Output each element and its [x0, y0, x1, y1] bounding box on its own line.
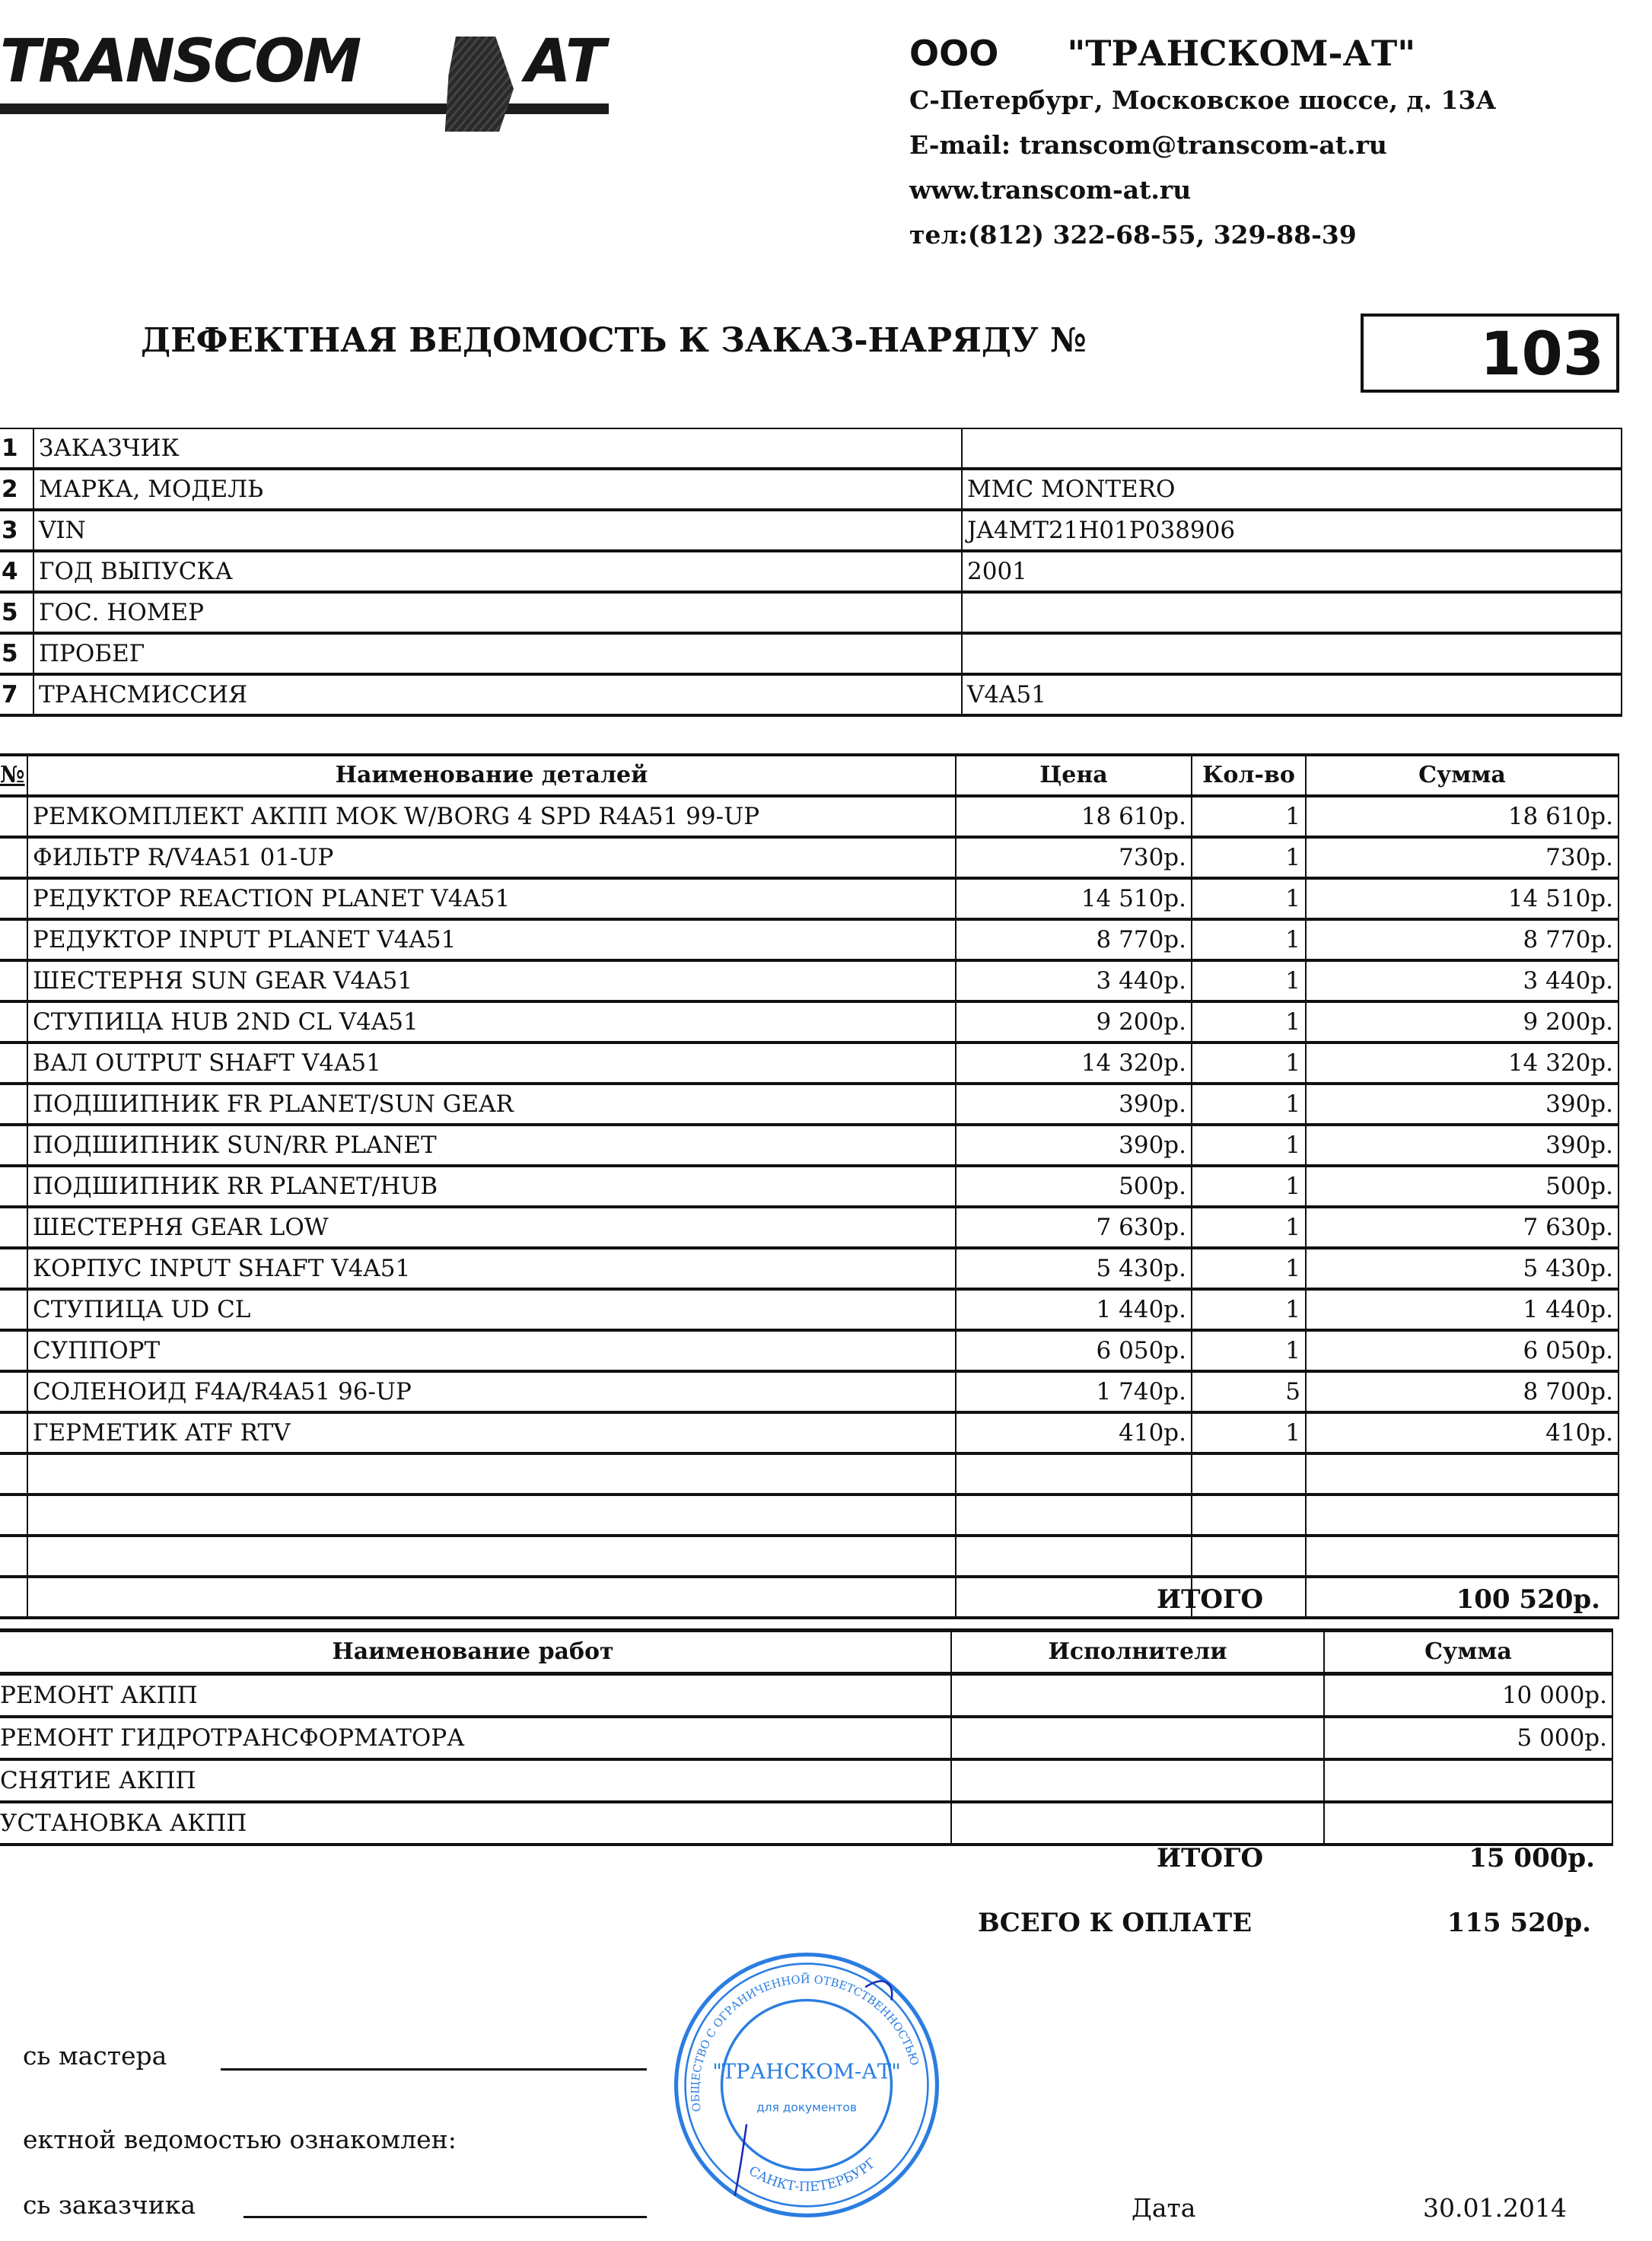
part-row-empty — [0, 1536, 1619, 1577]
empty-cell — [0, 1536, 27, 1577]
company-phone: тел:(812) 322-68-55, 329-88-39 — [909, 220, 1357, 250]
vehicle-info-row — [0, 674, 1622, 715]
part-price: 730р. — [956, 837, 1192, 878]
part-row — [0, 1289, 1619, 1330]
company-address: С-Петербург, Московское шоссе, д. 13А — [909, 85, 1497, 115]
header-no: № — [0, 755, 27, 796]
empty-cell — [0, 1495, 27, 1536]
part-price: 6 050р. — [956, 1330, 1192, 1371]
row-number: 2 — [0, 469, 33, 510]
work-row — [0, 1717, 1612, 1759]
date-label: Дата — [1132, 2193, 1196, 2223]
row-number: 3 — [0, 510, 33, 551]
works-total-value: 15 000р. — [1469, 1843, 1595, 1873]
part-no-cell — [0, 1371, 27, 1412]
field-label: ПРОБЕГ — [33, 633, 962, 674]
part-name: ВАЛ OUTPUT SHAFT V4A51 — [27, 1043, 956, 1084]
part-row-empty — [0, 1495, 1619, 1536]
part-price: 500р. — [956, 1166, 1192, 1207]
header-sum: Сумма — [1306, 755, 1619, 796]
part-no-cell — [0, 1207, 27, 1248]
part-sum: 18 610р. — [1306, 796, 1619, 837]
part-sum: 390р. — [1306, 1125, 1619, 1166]
part-no-cell — [0, 1289, 27, 1330]
stamp-center-ring — [722, 2001, 892, 2170]
row-number: 7 — [0, 674, 33, 715]
part-name: ПОДШИПНИК FR PLANET/SUN GEAR — [27, 1084, 956, 1125]
empty-cell — [956, 1495, 1192, 1536]
field-label: ГОД ВЫПУСКА — [33, 551, 962, 592]
grand-total-value: 115 520р. — [1447, 1908, 1591, 1938]
part-row — [0, 919, 1619, 960]
works-total-label: ИТОГО — [1157, 1843, 1264, 1873]
work-name: СНЯТИЕ АКПП — [0, 1759, 951, 1802]
empty-cell — [1306, 1453, 1619, 1495]
part-sum: 8 770р. — [1306, 919, 1619, 960]
logo-suffix: AT — [525, 27, 606, 96]
stamp-outer-ring — [676, 1955, 937, 2216]
part-name: ПОДШИПНИК SUN/RR PLANET — [27, 1125, 956, 1166]
part-qty: 1 — [1192, 837, 1306, 878]
field-label: ГОС. НОМЕР — [33, 592, 962, 633]
header-price: Цена — [956, 755, 1192, 796]
work-name: УСТАНОВКА АКПП — [0, 1802, 951, 1845]
part-sum: 5 430р. — [1306, 1248, 1619, 1289]
work-name: РЕМОНТ АКПП — [0, 1674, 951, 1717]
empty-cell — [27, 1577, 956, 1618]
work-executors — [951, 1674, 1324, 1717]
part-row — [0, 960, 1619, 1001]
part-sum: 14 320р. — [1306, 1043, 1619, 1084]
part-row — [0, 1125, 1619, 1166]
part-qty: 1 — [1192, 1166, 1306, 1207]
part-sum: 6 050р. — [1306, 1330, 1619, 1371]
empty-cell — [1306, 1495, 1619, 1536]
part-row — [0, 1371, 1619, 1412]
part-name: ШЕСТЕРНЯ SUN GEAR V4A51 — [27, 960, 956, 1001]
part-no-cell — [0, 837, 27, 878]
part-no-cell — [0, 1001, 27, 1043]
part-sum: 8 700р. — [1306, 1371, 1619, 1412]
grand-total-label: ВСЕГО К ОПЛАТЕ — [978, 1908, 1253, 1938]
part-qty: 1 — [1192, 1248, 1306, 1289]
part-price: 18 610р. — [956, 796, 1192, 837]
field-label: VIN — [33, 510, 962, 551]
part-price: 8 770р. — [956, 919, 1192, 960]
part-name: ШЕСТЕРНЯ GEAR LOW — [27, 1207, 956, 1248]
part-row — [0, 1207, 1619, 1248]
company-name: "ТРАНСКОМ-АТ" — [1067, 33, 1416, 74]
empty-cell — [27, 1453, 956, 1495]
header-executors: Исполнители — [951, 1631, 1324, 1674]
field-value[interactable] — [962, 592, 1622, 633]
work-executors — [951, 1717, 1324, 1759]
empty-cell — [1192, 1495, 1306, 1536]
part-row-empty — [0, 1453, 1619, 1495]
stamp-center-text: "ТРАНСКОМ-АТ" — [712, 2060, 901, 2084]
part-qty: 5 — [1192, 1371, 1306, 1412]
part-sum: 7 630р. — [1306, 1207, 1619, 1248]
field-label: МАРКА, МОДЕЛЬ — [33, 469, 962, 510]
part-name: СОЛЕНОИД F4A/R4A51 96-UP — [27, 1371, 956, 1412]
order-number: 103 — [1480, 320, 1604, 389]
part-qty: 1 — [1192, 960, 1306, 1001]
part-name: СТУПИЦА UD CL — [27, 1289, 956, 1330]
part-price: 1 740р. — [956, 1371, 1192, 1412]
part-sum: 730р. — [1306, 837, 1619, 878]
part-no-cell — [0, 878, 27, 919]
part-price: 14 320р. — [956, 1043, 1192, 1084]
gear-icon — [441, 37, 514, 132]
customer-signature-line[interactable] — [244, 2216, 647, 2218]
empty-cell — [956, 1536, 1192, 1577]
part-row — [0, 1166, 1619, 1207]
company-website: www.transcom-at.ru — [909, 175, 1192, 205]
part-no-cell — [0, 1330, 27, 1371]
part-row — [0, 878, 1619, 919]
part-name: РЕДУКТОР REACTION PLANET V4A51 — [27, 878, 956, 919]
empty-cell — [0, 1577, 27, 1618]
part-price: 5 430р. — [956, 1248, 1192, 1289]
vehicle-info-row — [0, 469, 1622, 510]
works-header-row — [0, 1631, 1612, 1674]
master-signature-label: сь мастера — [23, 2041, 167, 2071]
part-sum: 390р. — [1306, 1084, 1619, 1125]
part-qty: 1 — [1192, 796, 1306, 837]
part-price: 410р. — [956, 1412, 1192, 1453]
field-value[interactable]: MMC MONTERO — [962, 469, 1622, 510]
vehicle-info-row — [0, 551, 1622, 592]
vehicle-info-row — [0, 592, 1622, 633]
part-name: ФИЛЬТР R/V4A51 01-UP — [27, 837, 956, 878]
stamp-bottom-text: САНКТ-ПЕТЕРБУРГ — [746, 2155, 880, 2195]
part-row — [0, 1084, 1619, 1125]
part-sum: 500р. — [1306, 1166, 1619, 1207]
parts-table — [0, 753, 1619, 1619]
field-label: ТРАНСМИССИЯ — [33, 674, 962, 715]
part-sum: 14 510р. — [1306, 878, 1619, 919]
part-price: 1 440р. — [956, 1289, 1192, 1330]
part-sum: 410р. — [1306, 1412, 1619, 1453]
part-name: ПОДШИПНИК RR PLANET/HUB — [27, 1166, 956, 1207]
order-number-box — [1361, 314, 1619, 393]
part-sum: 3 440р. — [1306, 960, 1619, 1001]
part-name: ГЕРМЕТИК ATF RTV — [27, 1412, 956, 1453]
company-stamp — [670, 1948, 944, 2222]
header-work-name: Наименование работ — [0, 1631, 951, 1674]
row-number: 5 — [0, 633, 33, 674]
part-row — [0, 1248, 1619, 1289]
row-number: 1 — [0, 428, 33, 469]
field-value[interactable]: 2001 — [962, 551, 1622, 592]
work-row — [0, 1674, 1612, 1717]
empty-cell — [1306, 1536, 1619, 1577]
part-row — [0, 796, 1619, 837]
vehicle-info-row — [0, 428, 1622, 469]
part-name: СТУПИЦА HUB 2ND CL V4A51 — [27, 1001, 956, 1043]
empty-cell — [0, 1453, 27, 1495]
part-qty: 1 — [1192, 878, 1306, 919]
work-executors — [951, 1802, 1324, 1845]
vehicle-info-row — [0, 633, 1622, 674]
field-value[interactable]: JA4MT21H01P038906 — [962, 510, 1622, 551]
part-no-cell — [0, 1412, 27, 1453]
company-form: ООО — [909, 33, 999, 74]
document-title: ДЕФЕКТНАЯ ВЕДОМОСТЬ К ЗАКАЗ-НАРЯДУ № — [141, 321, 1087, 360]
part-name: РЕДУКТОР INPUT PLANET V4A51 — [27, 919, 956, 960]
part-row-empty — [0, 1577, 1619, 1618]
part-price: 14 510р. — [956, 878, 1192, 919]
parts-header-row — [0, 755, 1619, 796]
company-header — [909, 29, 1496, 257]
part-qty: 1 — [1192, 1207, 1306, 1248]
vehicle-info-row — [0, 510, 1622, 551]
part-qty: 1 — [1192, 919, 1306, 960]
header-qty: Кол-во — [1192, 755, 1306, 796]
work-sum: 10 000р. — [1324, 1674, 1612, 1717]
logo-underline — [0, 103, 609, 114]
part-qty: 1 — [1192, 1289, 1306, 1330]
part-price: 390р. — [956, 1084, 1192, 1125]
part-row — [0, 837, 1619, 878]
work-row — [0, 1759, 1612, 1802]
empty-cell — [27, 1495, 956, 1536]
header-part-name: Наименование деталей — [27, 755, 956, 796]
work-sum — [1324, 1802, 1612, 1845]
field-value[interactable] — [962, 428, 1622, 469]
part-price: 3 440р. — [956, 960, 1192, 1001]
part-price: 390р. — [956, 1125, 1192, 1166]
work-sum: 5 000р. — [1324, 1717, 1612, 1759]
master-signature-line[interactable] — [221, 2068, 647, 2071]
part-qty: 1 — [1192, 1043, 1306, 1084]
logo-text: TRANSCOM — [0, 27, 360, 96]
stamp-inner-text: для документов — [756, 2100, 857, 2115]
part-sum: 1 440р. — [1306, 1289, 1619, 1330]
part-no-cell — [0, 1125, 27, 1166]
field-label: ЗАКАЗЧИК — [33, 428, 962, 469]
field-value[interactable] — [962, 633, 1622, 674]
part-row — [0, 1001, 1619, 1043]
empty-cell — [1192, 1453, 1306, 1495]
part-no-cell — [0, 796, 27, 837]
works-table — [0, 1628, 1613, 1846]
empty-cell — [1192, 1536, 1306, 1577]
work-sum — [1324, 1759, 1612, 1802]
row-number: 4 — [0, 551, 33, 592]
company-email: E-mail: transcom@transcom-at.ru — [909, 130, 1387, 160]
empty-cell — [956, 1453, 1192, 1495]
stamp-outer-text: ОБЩЕСТВО С ОГРАНИЧЕННОЙ ОТВЕТСТВЕННОСТЬЮ — [689, 1972, 921, 2113]
part-no-cell — [0, 960, 27, 1001]
company-name-line — [909, 29, 1496, 78]
work-name: РЕМОНТ ГИДРОТРАНСФОРМАТОРА — [0, 1717, 951, 1759]
date-value: 30.01.2014 — [1423, 2193, 1567, 2223]
part-qty: 1 — [1192, 1125, 1306, 1166]
empty-cell — [27, 1536, 956, 1577]
part-no-cell — [0, 919, 27, 960]
part-row — [0, 1330, 1619, 1371]
part-no-cell — [0, 1166, 27, 1207]
part-row — [0, 1412, 1619, 1453]
part-qty: 1 — [1192, 1412, 1306, 1453]
field-value[interactable]: V4A51 — [962, 674, 1622, 715]
part-sum: 9 200р. — [1306, 1001, 1619, 1043]
work-row — [0, 1802, 1612, 1845]
part-price: 9 200р. — [956, 1001, 1192, 1043]
customer-signature-label: сь заказчика — [23, 2190, 196, 2220]
row-number: 5 — [0, 592, 33, 633]
parts-total-label: ИТОГО — [1157, 1584, 1264, 1615]
acknowledged-label: ектной ведомостью ознакомлен: — [23, 2125, 457, 2154]
part-no-cell — [0, 1043, 27, 1084]
part-qty: 1 — [1192, 1084, 1306, 1125]
part-row — [0, 1043, 1619, 1084]
part-name: РЕМКОМПЛЕКТ АКПП MOK W/BORG 4 SPD R4A51 99-UP — [27, 796, 956, 837]
part-price: 7 630р. — [956, 1207, 1192, 1248]
vehicle-info-table — [0, 428, 1622, 717]
parts-total-value: 100 520р. — [1456, 1584, 1600, 1615]
part-qty: 1 — [1192, 1330, 1306, 1371]
company-logo — [0, 21, 624, 120]
header-work-sum: Сумма — [1324, 1631, 1612, 1674]
part-name: СУППОРТ — [27, 1330, 956, 1371]
work-executors — [951, 1759, 1324, 1802]
part-no-cell — [0, 1248, 27, 1289]
part-name: КОРПУС INPUT SHAFT V4A51 — [27, 1248, 956, 1289]
part-no-cell — [0, 1084, 27, 1125]
part-qty: 1 — [1192, 1001, 1306, 1043]
